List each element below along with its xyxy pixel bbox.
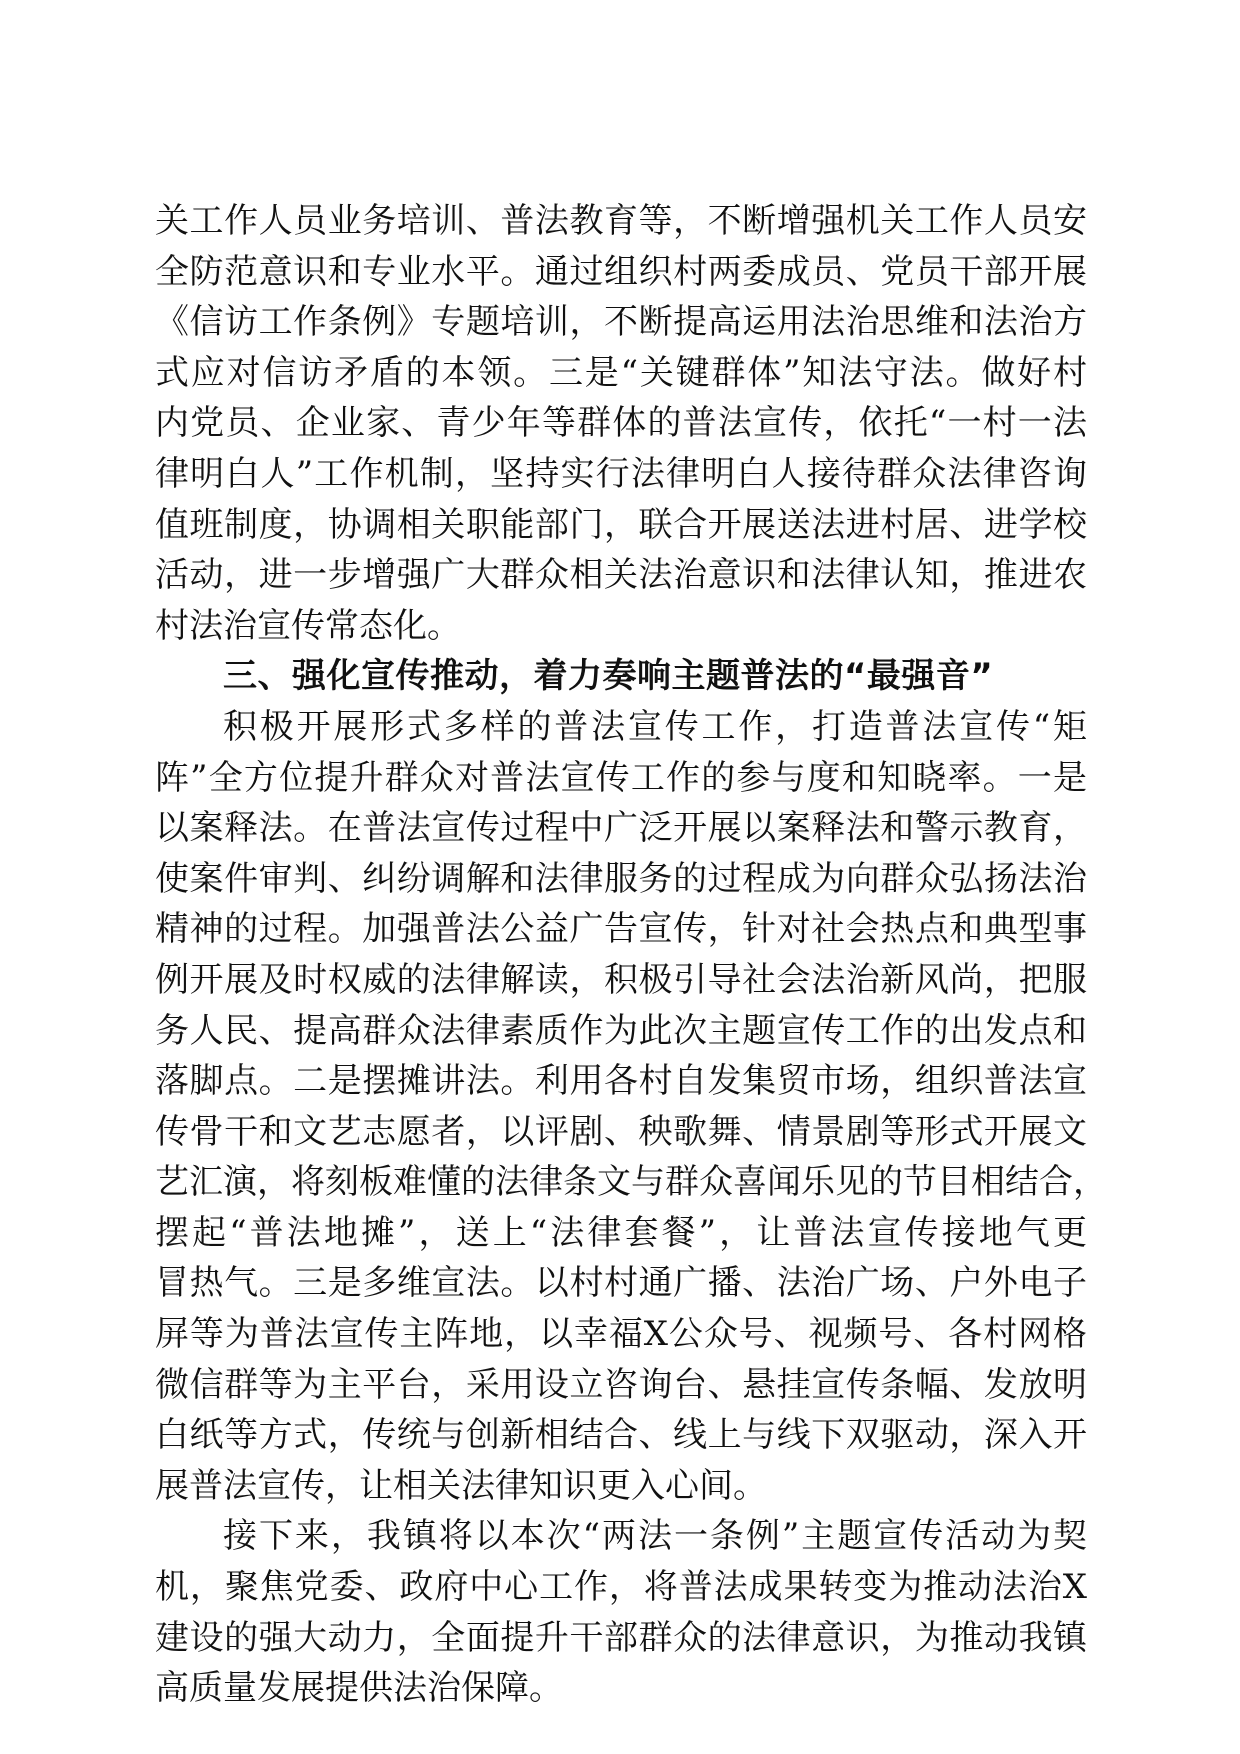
- text-line: 全防范意识和专业水平。通过组织村两委成员、党员干部开展: [155, 251, 1087, 292]
- text-line: 落脚点。二是摆摊讲法。利用各村自发集贸市场，组织普法宣: [155, 1061, 1087, 1102]
- text-line: 《信访工作条例》专题培训，不断提高运用法治思维和法治方: [155, 302, 1087, 343]
- text-line: 值班制度，协调相关职能部门，联合开展送法进村居、进学校: [155, 504, 1087, 545]
- document-body: [155, 196, 1107, 1714]
- text-line: 使案件审判、纠纷调解和法律服务的过程成为向群众弘扬法治: [155, 858, 1087, 899]
- text-line: 冒热气。三是多维宣法。以村村通广播、法治广场、户外电子: [155, 1263, 1087, 1304]
- text-line: 积极开展形式多样的普法宣传工作，打造普法宣传“矩: [223, 706, 1087, 747]
- text-line: 精神的过程。加强普法公益广告宣传，针对社会热点和典型事: [155, 909, 1087, 950]
- text-line: 内党员、企业家、青少年等群体的普法宣传，依托“一村一法: [155, 403, 1087, 444]
- text-line: 活动，进一步增强广大群众相关法治意识和法律认知，推进农: [155, 555, 1087, 596]
- text-line: 建设的强大动力，全面提升干部群众的法律意识，为推动我镇: [155, 1617, 1087, 1658]
- text-line: 阵”全方位提升群众对普法宣传工作的参与度和知晓率。一是: [155, 757, 1087, 798]
- text-line: 接下来，我镇将以本次“两法一条例”主题宣传活动为契: [223, 1516, 1087, 1557]
- text-line: 微信群等为主平台，采用设立咨询台、悬挂宣传条幅、发放明: [155, 1364, 1087, 1405]
- text-line: 屏等为普法宣传主阵地，以幸福X公众号、视频号、各村网格: [155, 1314, 1087, 1355]
- text-line: 艺汇演，将刻板难懂的法律条文与群众喜闻乐见的节目相结合，: [155, 1162, 1107, 1203]
- text-line: 传骨干和文艺志愿者，以评剧、秧歌舞、情景剧等形式开展文: [155, 1111, 1087, 1152]
- paragraph-3: [155, 1511, 1087, 1713]
- text-line: 村法治宣传常态化。: [155, 605, 461, 646]
- text-line: 式应对信访矛盾的本领。三是“关键群体”知法守法。做好村: [155, 352, 1087, 393]
- text-line: 以案释法。在普法宣传过程中广泛开展以案释法和警示教育，: [155, 808, 1087, 849]
- paragraph-2: [155, 702, 1107, 1512]
- text-line: 律明白人”工作机制，坚持实行法律明白人接待群众法律咨询: [155, 453, 1087, 494]
- text-line: 机，聚焦党委、政府中心工作，将普法成果转变为推动法治X: [155, 1567, 1087, 1608]
- text-line: 白纸等方式，传统与创新相结合、线上与线下双驱动，深入开: [155, 1415, 1087, 1456]
- text-line: 关工作人员业务培训、普法教育等，不断增强机关工作人员安: [155, 201, 1087, 241]
- text-line: 展普法宣传，让相关法律知识更入心间。: [155, 1465, 767, 1506]
- text-line: 务人民、提高群众法律素质作为此次主题宣传工作的出发点和: [155, 1010, 1087, 1051]
- paragraph-1: [155, 196, 1087, 651]
- text-line: 例开展及时权威的法律解读，积极引导社会法治新风尚，把服: [155, 959, 1087, 1000]
- section-heading: 三、强化宣传推动，着力奏响主题普法的“最强音”: [223, 656, 994, 697]
- text-line: 摆起“普法地摊”，送上“法律套餐”，让普法宣传接地气更: [155, 1212, 1087, 1253]
- text-line: 高质量发展提供法治保障。: [155, 1668, 563, 1709]
